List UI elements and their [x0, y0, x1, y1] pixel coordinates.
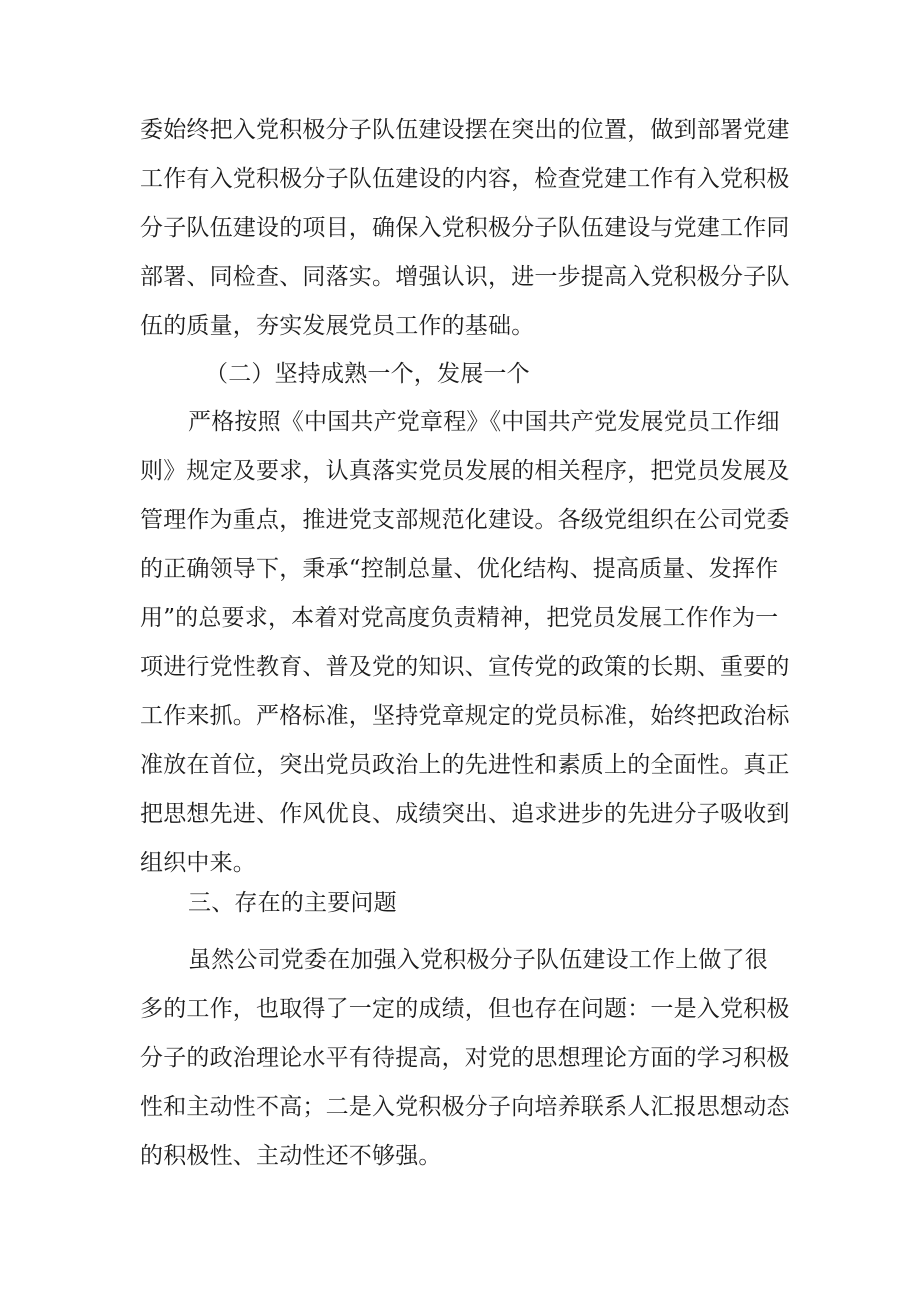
body-text-line: 分子的政治理论水平有待提高，对党的思想理论方面的学习积极	[140, 1045, 790, 1071]
body-text-line: 把思想先进、作风优良、成绩突出、追求进步的先进分子吸收到	[140, 801, 790, 827]
body-text-line: 管理作为重点，推进党支部规范化建设。各级党组织在公司党委	[140, 507, 790, 533]
body-text-line: 分子队伍建设的项目，确保入党积极分子队伍建设与党建工作同	[140, 215, 790, 241]
body-text-line: 用”的总要求，本着对党高度负责精神，把党员发展工作作为一	[140, 605, 779, 631]
body-text-line: 准放在首位，突出党员政治上的先进性和素质上的全面性。真正	[140, 752, 790, 778]
body-text-line: 项进行党性教育、普及党的知识、宣传党的政策的长期、重要的	[140, 654, 790, 680]
body-text-line: 的积极性、主动性还不够强。	[140, 1143, 442, 1169]
body-text-line: 工作有入党积极分子队伍建设的内容，检查党建工作有入党积极	[140, 166, 790, 192]
body-text-line: 的正确领导下，秉承“控制总量、优化结构、提高质量、发挥作	[140, 556, 779, 582]
body-text-line: 性和主动性不高；二是入党积极分子向培养联系人汇报思想动态	[140, 1094, 790, 1120]
body-text-line: 委始终把入党积极分子队伍建设摆在突出的位置，做到部署党建	[140, 117, 790, 143]
body-text-line: 严格按照《中国共产党章程》《中国共产党发展党员工作细	[188, 409, 780, 435]
body-text-line: 组织中来。	[140, 850, 256, 876]
section-heading: 三、存在的主要问题	[188, 890, 397, 916]
body-text-line: 伍的质量，夯实发展党员工作的基础。	[140, 313, 535, 339]
body-text-line: 部署、同检查、同落实。增强认识，进一步提高入党积极分子队	[140, 264, 790, 290]
subheading: （二）坚持成熟一个，发展一个	[205, 361, 530, 387]
body-text-line: 工作来抓。严格标准，坚持党章规定的党员标准，始终把政治标	[140, 703, 790, 729]
body-text-line: 多的工作，也取得了一定的成绩，但也存在问题：一是入党积极	[140, 996, 790, 1022]
body-text-line: 虽然公司党委在加强入党积极分子队伍建设工作上做了很	[188, 947, 768, 973]
body-text-line: 则》规定及要求，认真落实党员发展的相关程序，把党员发展及	[140, 458, 790, 484]
